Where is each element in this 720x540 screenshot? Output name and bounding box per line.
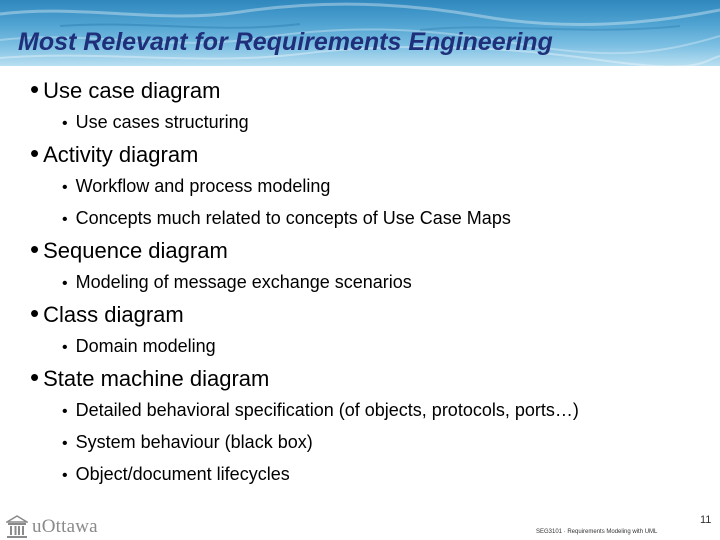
sub-bullet-icon: • <box>62 179 68 196</box>
bullet-item <box>30 140 198 168</box>
sub-bullet-icon: • <box>62 275 68 292</box>
sub-bullet-label: Domain modeling <box>75 336 216 356</box>
slide-title: Most Relevant for Requirements Engineering <box>18 28 553 56</box>
sub-bullet-icon: • <box>62 403 68 420</box>
sub-bullet-label: System behaviour (black box) <box>75 432 313 452</box>
sub-bullet-item <box>62 208 511 229</box>
sub-bullet-icon: • <box>62 435 68 452</box>
bullet-icon: • <box>30 138 40 168</box>
sub-bullet-label: Workflow and process modeling <box>75 176 331 196</box>
sub-bullet-icon: • <box>62 211 68 228</box>
sub-bullet-label: Concepts much related to concepts of Use Case Maps <box>75 208 511 228</box>
bullet-item <box>30 300 184 328</box>
sub-bullet-item <box>62 464 290 485</box>
bullet-label: Class diagram <box>43 302 184 327</box>
sub-bullet-label: Object/document lifecycles <box>75 464 290 484</box>
logo-text: uOttawa <box>32 516 98 537</box>
sub-bullet-icon: • <box>62 115 68 132</box>
bullet-label: Use case diagram <box>43 78 221 103</box>
bullet-item <box>30 364 269 392</box>
bullet-item <box>30 76 220 104</box>
sub-bullet-label: Use cases structuring <box>75 112 249 132</box>
sub-bullet-label: Detailed behavioral specification (of objects, protocols, ports…) <box>75 400 579 420</box>
sub-bullet-icon: • <box>62 339 68 356</box>
page-number: 11 <box>700 514 712 526</box>
bullet-icon: • <box>30 298 40 328</box>
sub-bullet-item <box>62 176 330 197</box>
sub-bullet-icon: • <box>62 467 68 484</box>
sub-bullet-item <box>62 432 313 453</box>
bullet-label: State machine diagram <box>43 366 270 391</box>
bullet-icon: • <box>30 234 40 264</box>
bullet-label: Activity diagram <box>43 142 199 167</box>
sub-bullet-item <box>62 272 412 293</box>
bullet-item <box>30 236 228 264</box>
sub-bullet-item <box>62 336 216 357</box>
sub-bullet-item <box>62 112 249 133</box>
sub-bullet-item <box>62 400 579 421</box>
sub-bullet-label: Modeling of message exchange scenarios <box>75 272 412 292</box>
bullet-label: Sequence diagram <box>43 238 228 263</box>
bullet-icon: • <box>30 362 40 392</box>
university-logo <box>6 514 98 540</box>
building-icon <box>6 515 28 539</box>
bullet-icon: • <box>30 74 40 104</box>
course-footer: SEG3101 · Requirements Modeling with UML <box>536 529 658 535</box>
